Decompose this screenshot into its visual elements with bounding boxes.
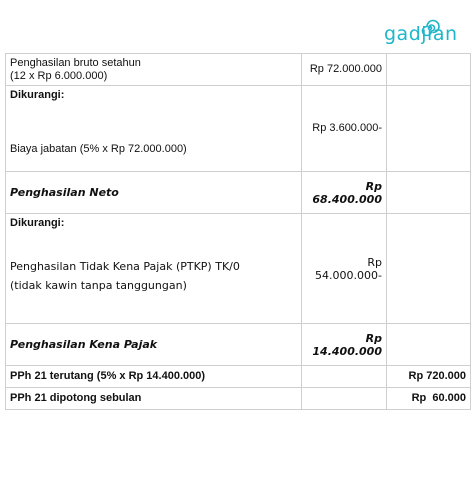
- table-row: [6, 86, 471, 172]
- total-cell: [387, 214, 471, 324]
- ptkp-amount: Rp 54.000.000-: [315, 255, 382, 282]
- table-row: [6, 388, 471, 410]
- total-cell: [387, 388, 471, 410]
- amount-cell: [302, 324, 387, 366]
- annual-tax-label: PPh 21 terutang (5% x Rp 14.400.000): [10, 370, 206, 382]
- label-cell: [6, 172, 302, 214]
- table-row: [6, 324, 471, 366]
- table-row: [6, 172, 471, 214]
- gadjian-logo: [386, 14, 474, 48]
- logo-text: gadjian: [384, 23, 458, 45]
- job-expense-amount: Rp 3.600.000-: [312, 122, 382, 134]
- label-cell: [6, 388, 302, 410]
- ptkp-status-note: (tidak kawin tanpa tanggungan): [10, 279, 187, 292]
- amount-cell: [302, 366, 387, 388]
- taxable-income-label: Penghasilan Kena Pajak: [10, 338, 158, 351]
- total-cell: [387, 172, 471, 214]
- label-cell: [6, 324, 302, 366]
- total-cell: [387, 366, 471, 388]
- label-cell: [6, 214, 302, 324]
- amount-cell: [302, 214, 387, 324]
- taxable-income-amount: Rp 14.400.000: [312, 331, 382, 358]
- table-row: [6, 54, 471, 86]
- total-cell: [387, 86, 471, 172]
- job-expense-label: Biaya jabatan (5% x Rp 72.000.000): [10, 143, 187, 155]
- gross-income-amount: Rp 72.000.000: [309, 63, 382, 75]
- monthly-tax-label: PPh 21 dipotong sebulan: [10, 392, 142, 404]
- amount-cell: [302, 86, 387, 172]
- total-cell: [387, 324, 471, 366]
- table-row: [6, 366, 471, 388]
- ptkp-label: Penghasilan Tidak Kena Pajak (PTKP) TK/0: [10, 260, 240, 273]
- deduction-heading: Dikurangi:: [10, 89, 65, 101]
- gross-income-formula: (12 x Rp 6.000.000): [10, 70, 108, 82]
- table-row: [6, 214, 471, 324]
- annual-tax-total: Rp 720.000: [408, 370, 466, 382]
- tax-calculation-table: [5, 53, 471, 410]
- net-income-label: Penghasilan Neto: [10, 186, 119, 199]
- monthly-tax-total: Rp 60.000: [411, 392, 466, 404]
- label-cell: [6, 54, 302, 86]
- total-cell: [387, 54, 471, 86]
- label-cell: [6, 86, 302, 172]
- ptkp-heading: Dikurangi:: [10, 217, 65, 229]
- gross-income-label: Penghasilan bruto setahun: [10, 57, 141, 69]
- amount-cell: [302, 172, 387, 214]
- amount-cell: [302, 388, 387, 410]
- label-cell: [6, 366, 302, 388]
- amount-cell: [302, 54, 387, 86]
- net-income-amount: Rp 68.400.000: [312, 179, 382, 206]
